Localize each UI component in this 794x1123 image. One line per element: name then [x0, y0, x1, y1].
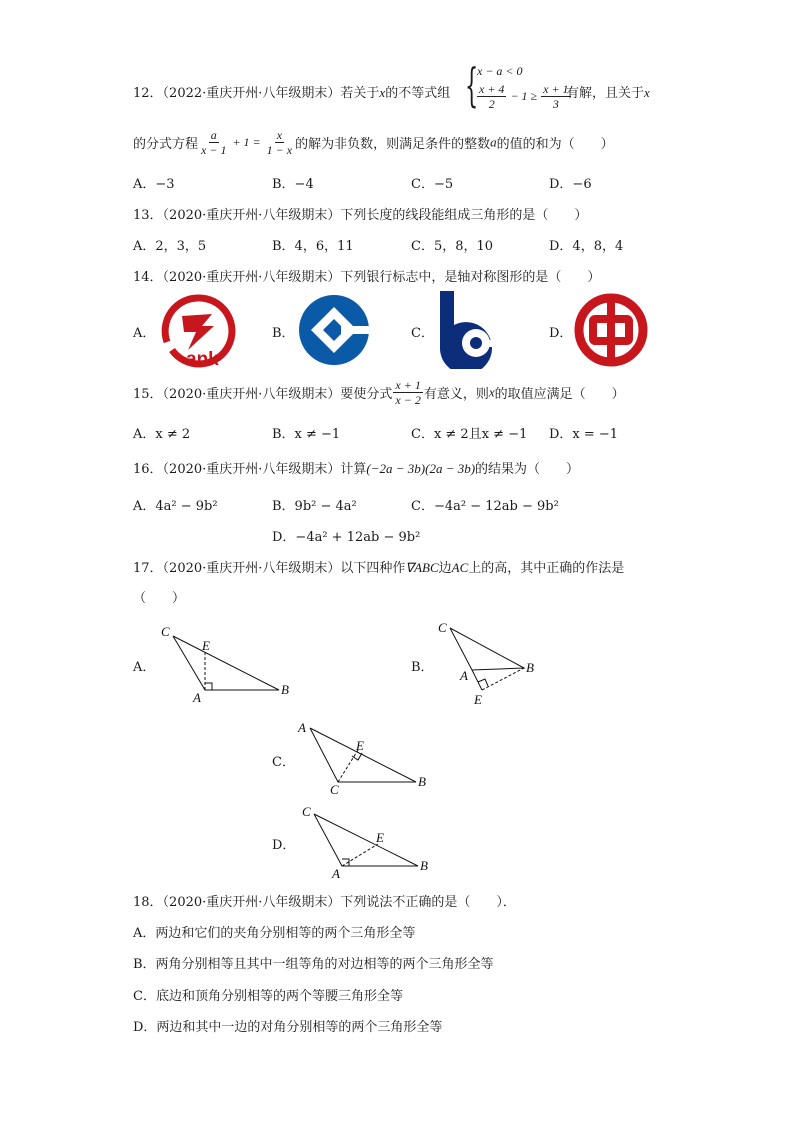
fig-a-label-a: A	[193, 690, 201, 704]
q17-stem-part2: 边	[438, 561, 452, 576]
q12-option-a[interactable]: A．−3	[133, 177, 175, 192]
q12-inequality-2	[476, 82, 572, 111]
q16-expression: (−2a − 3b)(2a − 3b)	[366, 461, 476, 476]
q17-figure-a	[155, 622, 295, 704]
q13-option-a[interactable]: A．2，3，5	[133, 239, 207, 254]
q17-label-a[interactable]: A．	[133, 660, 156, 675]
q12-ineq2-left-frac	[477, 82, 506, 111]
bank-logo-a-icon	[158, 292, 238, 368]
q12-eq-left-den: x − 1	[201, 143, 227, 157]
fig-d-label-c: C	[302, 804, 311, 819]
q17-side: AC	[451, 560, 469, 575]
q13-option-c[interactable]: C．5，8，10	[411, 239, 494, 254]
q12-eq-right-num: x	[276, 128, 283, 142]
q17-label-d[interactable]: D．	[272, 838, 296, 853]
q15-option-a[interactable]: A．x ≠ 2	[133, 427, 191, 442]
q17-label-c[interactable]: C．	[272, 755, 295, 770]
q15-stem	[133, 378, 625, 407]
q15-fraction	[393, 378, 422, 407]
q18-option-a[interactable]: A．两边和它们的夹角分别相等的两个三角形全等	[133, 926, 416, 941]
q18-option-b[interactable]: B．两角分别相等且其中一组等角的对边相等的两个三角形全等	[133, 957, 494, 972]
fig-c-label-a: A	[298, 720, 306, 735]
fig-a-label-e: E	[202, 638, 210, 653]
q12-eq-right-den: 1 − x	[266, 143, 293, 157]
q14-label-d[interactable]: D．	[549, 326, 573, 341]
q12-line2-part-a: 的分式方程	[133, 137, 199, 152]
q16-option-b[interactable]: B．9b² − 4a²	[272, 499, 357, 514]
q17-triangle: ∇ABC	[405, 560, 439, 575]
q15-option-b[interactable]: B．x ≠ −1	[272, 427, 341, 442]
q12-system-brace: {	[465, 58, 479, 112]
q17-stem	[133, 557, 624, 576]
q12-stem-part1: 12．（2022·重庆开州·八年级期末）若关于	[133, 86, 380, 101]
q15-option-d[interactable]: D．x = −1	[549, 427, 619, 442]
q17-stem-part3: 上的高，其中正确的作法是	[468, 561, 625, 576]
q12-ineq2-left-num: x + 4	[479, 82, 505, 96]
q12-ineq2-right-den: 3	[552, 97, 559, 111]
q12-var-x-2: x	[644, 85, 650, 100]
q17-paren: （ ）	[133, 591, 186, 606]
fig-c-label-e: E	[356, 738, 364, 753]
fig-b-label-b: B	[526, 660, 534, 675]
fig-d-label-e: E	[376, 830, 384, 845]
q12-var-a: a	[490, 134, 497, 150]
q15-var-x: x	[488, 384, 495, 400]
q12-eq-left-num: a	[210, 128, 217, 142]
q12-inequality-1: x − a < 0	[477, 64, 523, 78]
q12-ineq2-mid: − 1 ≥	[507, 89, 541, 103]
q17-figure-b	[432, 618, 542, 710]
q12-ineq2-right-num: x + 1	[543, 82, 569, 96]
bank-logo-c-icon	[436, 289, 512, 369]
q16-stem-part2: 的结果为（ ）	[475, 462, 580, 477]
fig-b-label-c: C	[438, 620, 447, 635]
q15-stem-part3: 的取值应满足（ ）	[494, 387, 625, 402]
q12-stem	[133, 82, 450, 101]
q14-label-a[interactable]: A．	[133, 326, 156, 341]
q14-label-b[interactable]: B．	[272, 326, 295, 341]
q16-stem	[133, 458, 579, 477]
q16-option-c[interactable]: C．−4a² − 12ab − 9b²	[411, 499, 559, 514]
q13-stem: 13．（2020·重庆开州·八年级期末）下列长度的线段能组成三角形的是（ ）	[133, 208, 588, 223]
fig-a-label-c: C	[161, 624, 170, 639]
q14-stem: 14．（2020·重庆开州·八年级期末）下列银行标志中，是轴对称图形的是（ ）	[133, 270, 601, 285]
q15-stem-part1: 15．（2020·重庆开州·八年级期末）要使分式	[133, 387, 393, 402]
q17-figure-c	[296, 718, 436, 798]
bank-logo-d-icon	[574, 293, 648, 367]
q17-stem-part1: 17．（2020·重庆开州·八年级期末）以下四种作	[133, 561, 406, 576]
fig-c-label-b: B	[418, 774, 426, 789]
q17-label-b[interactable]: B．	[411, 660, 434, 675]
fig-b-label-e: E	[474, 692, 482, 707]
q17-figure-d	[298, 802, 438, 880]
q13-option-d[interactable]: D．4，8，4	[549, 239, 624, 254]
q12-eq-right-frac	[265, 128, 294, 157]
q15-frac-num: x + 1	[395, 378, 421, 392]
q12-line2	[133, 128, 614, 157]
q13-option-b[interactable]: B．4，6，11	[272, 239, 354, 254]
fig-a-label-b: B	[281, 682, 289, 697]
fig-c-label-c: C	[330, 782, 339, 797]
q14-label-c[interactable]: C．	[411, 326, 434, 341]
q12-var-x: x	[379, 85, 386, 100]
q12-line2-part-c: 的值的和为（ ）	[496, 137, 614, 152]
bank-logo-b-icon	[297, 293, 371, 367]
q18-option-d[interactable]: D．两边和其中一边的对角分别相等的两个三角形全等	[133, 1020, 443, 1035]
q12-eq-left-frac	[199, 128, 228, 157]
q18-option-c[interactable]: C．底边和顶角分别相等的两个等腰三角形全等	[133, 989, 403, 1004]
q16-option-a[interactable]: A．4a² − 9b²	[133, 499, 218, 514]
q12-line2-part-b: 的解为非负数，则满足条件的整数	[295, 137, 491, 152]
q12-option-b[interactable]: B．−4	[272, 177, 314, 192]
fig-d-label-a: A	[332, 866, 340, 880]
q12-stem-tail	[566, 82, 650, 101]
q12-option-d[interactable]: D．−6	[549, 177, 592, 192]
q15-frac-den: x − 2	[395, 393, 421, 407]
logo-a-text: ank	[186, 349, 219, 368]
fig-b-label-a: A	[460, 668, 468, 683]
q16-stem-part1: 16．（2020·重庆开州·八年级期末）计算	[133, 462, 367, 477]
q16-option-d[interactable]: D．−4a² + 12ab − 9b²	[272, 530, 421, 545]
q12-stem-part3: 有解，且关于	[566, 86, 645, 101]
q12-stem-part2: 的不等式组	[385, 86, 451, 101]
q12-option-c[interactable]: C．−5	[411, 177, 454, 192]
q15-option-c[interactable]: C．x ≠ 2且x ≠ −1	[411, 427, 528, 442]
q18-stem: 18．（2020·重庆开州·八年级期末）下列说法不正确的是（ ）．	[133, 895, 516, 910]
fig-d-label-b: B	[420, 858, 428, 873]
q15-stem-part2: 有意义，则	[423, 387, 489, 402]
q12-ineq2-left-den: 2	[488, 97, 495, 111]
q12-eq-mid: + 1 =	[229, 135, 264, 149]
